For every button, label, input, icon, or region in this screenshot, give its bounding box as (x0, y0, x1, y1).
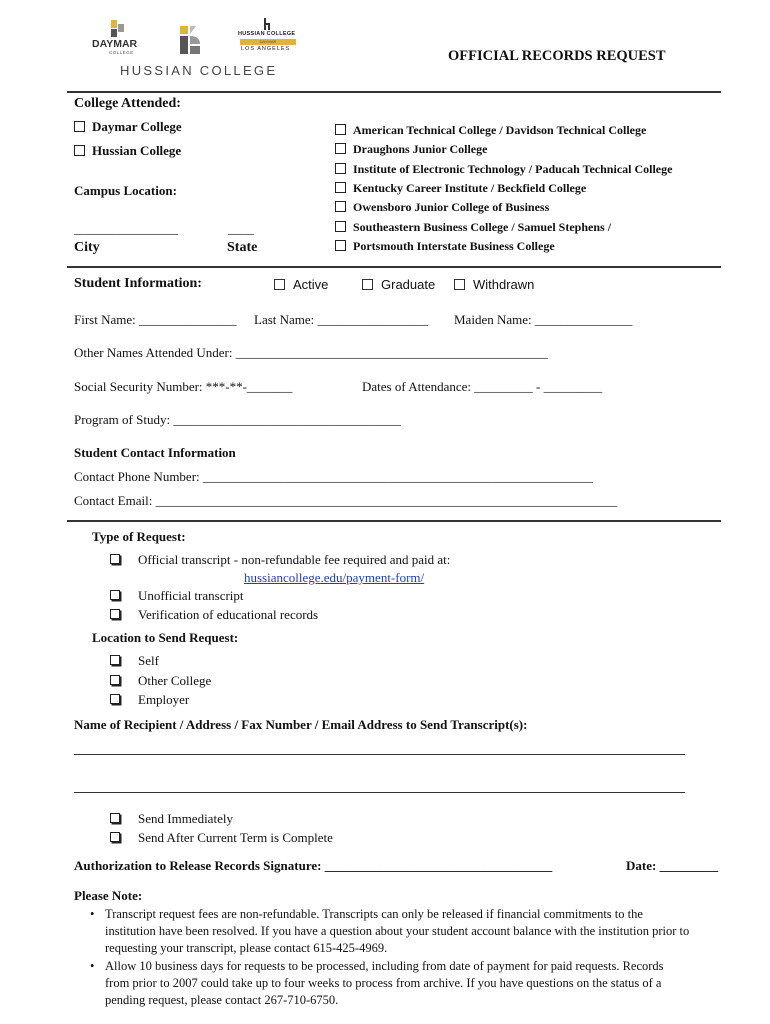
recipient-line-1[interactable] (74, 754, 685, 755)
hussian-la-mid: DAYMAR (240, 39, 296, 45)
ssn-field[interactable]: Social Security Number: ***-**-_______ (74, 379, 293, 394)
divider (67, 266, 721, 268)
checkbox[interactable] (335, 143, 346, 154)
checkbox[interactable] (335, 163, 346, 174)
hussian-la-mark-icon (263, 18, 273, 31)
signature-field[interactable]: Authorization to Release Records Signature: ___________________________________ (74, 858, 553, 873)
checkbox[interactable] (74, 145, 85, 156)
checkbox[interactable] (110, 609, 120, 619)
hussian-college-wordmark: HUSSIAN COLLEGE (120, 63, 278, 78)
checkbox[interactable] (335, 240, 346, 251)
recipient-line-2[interactable] (74, 792, 685, 793)
first-name-field[interactable]: First Name: _______________ (74, 312, 237, 327)
college-option-daymar[interactable]: Daymar College (74, 119, 182, 135)
other-names-field[interactable]: Other Names Attended Under: ________________________________________________ (74, 345, 548, 360)
page-title: OFFICIAL RECORDS REQUEST (448, 48, 666, 64)
checkbox[interactable] (74, 121, 85, 132)
college-option-iet[interactable]: Institute of Electronic Technology / Paducah Technical College (335, 162, 672, 177)
send-immediately[interactable]: Send Immediately (110, 811, 233, 827)
maiden-name-field[interactable]: Maiden Name: _______________ (454, 312, 633, 327)
checkbox[interactable] (110, 675, 120, 685)
student-info-heading: Student Information: (74, 276, 202, 291)
checkbox[interactable] (335, 221, 346, 232)
hussian-la-bottom: LOS ANGELES (241, 46, 291, 52)
location-employer[interactable]: Employer (110, 692, 189, 708)
state-label: State (227, 240, 258, 255)
checkbox[interactable] (110, 590, 120, 600)
send-after-term[interactable]: Send After Current Term is Complete (110, 830, 333, 846)
checkbox[interactable] (335, 201, 346, 212)
checkbox[interactable] (454, 279, 465, 290)
recipient-heading: Name of Recipient / Address / Fax Number / Email Address to Send Transcript(s): (74, 717, 528, 732)
divider (67, 520, 721, 522)
contact-email-field[interactable]: Contact Email: _______________________________________________________________________ (74, 493, 618, 508)
state-field[interactable]: ____ (228, 221, 254, 236)
note-heading: Please Note: (74, 888, 143, 903)
city-label: City (74, 240, 100, 255)
college-attended-heading: College Attended: (74, 96, 181, 111)
college-option-portsmouth[interactable]: Portsmouth Interstate Business College (335, 239, 555, 254)
note-item: • Transcript request fees are non-refundable. Transcripts can only be released if financial commitments to the institution have been resolved. If you have a question about your student account balance with the institution prior to requesting your transcript, please contact 615-425-4969. (105, 906, 690, 957)
daymar-logo-text: DAYMAR (92, 38, 138, 50)
college-option-hussian[interactable]: Hussian College (74, 143, 181, 159)
location-heading: Location to Send Request: (92, 630, 239, 645)
checkbox[interactable] (335, 182, 346, 193)
hussian-logo-icon (178, 24, 208, 60)
checkbox[interactable] (110, 655, 120, 665)
request-verification[interactable]: Verification of educational records (110, 607, 318, 623)
college-option-owensboro[interactable]: Owensboro Junior College of Business (335, 200, 549, 215)
checkbox[interactable] (110, 832, 120, 842)
note-item: • Allow 10 business days for requests to be processed, including from date of payment for paid requests. Records from prior to 2007 could take up to four weeks to process from archive. If you have questions on the status of a pending request, please contact 267-710-6750. (105, 958, 690, 1009)
checkbox[interactable] (110, 813, 120, 823)
hussian-la-top: HUSSIAN COLLEGE (238, 31, 296, 37)
last-name-field[interactable]: Last Name: _________________ (254, 312, 429, 327)
contact-phone-field[interactable]: Contact Phone Number: ____________________________________________________________ (74, 469, 593, 484)
location-self[interactable]: Self (110, 653, 159, 669)
checkbox[interactable] (335, 124, 346, 135)
contact-heading: Student Contact Information (74, 445, 236, 460)
college-option-southeastern[interactable]: Southeastern Business College / Samuel Stephens / (335, 220, 611, 235)
request-official[interactable]: Official transcript - non-refundable fee required and paid at: (110, 552, 450, 568)
status-withdrawn[interactable]: Withdrawn (454, 277, 534, 292)
college-option-american-technical[interactable]: American Technical College / Davidson Technical College (335, 123, 646, 138)
city-field[interactable]: ________________ (74, 221, 178, 236)
status-active[interactable]: Active (274, 277, 328, 292)
date-field[interactable]: Date: _________ (626, 858, 719, 873)
daymar-logo-sub: COLLEGE (109, 50, 134, 55)
payment-form-link[interactable]: hussiancollege.edu/payment-form/ (244, 570, 425, 585)
college-option-kentucky-career[interactable]: Kentucky Career Institute / Beckfield College (335, 181, 586, 196)
program-field[interactable]: Program of Study: ___________________________________ (74, 412, 401, 427)
checkbox[interactable] (110, 694, 120, 704)
checkbox[interactable] (274, 279, 285, 290)
location-other-college[interactable]: Other College (110, 673, 211, 689)
college-option-draughons[interactable]: Draughons Junior College (335, 142, 487, 157)
divider (67, 91, 721, 93)
checkbox[interactable] (362, 279, 373, 290)
dates-attendance-field[interactable]: Dates of Attendance: _________ - _________ (362, 379, 603, 394)
request-unofficial[interactable]: Unofficial transcript (110, 588, 244, 604)
campus-location-label: Campus Location: (74, 183, 177, 198)
checkbox[interactable] (110, 554, 120, 564)
status-graduate[interactable]: Graduate (362, 277, 435, 292)
type-request-heading: Type of Request: (92, 529, 186, 544)
